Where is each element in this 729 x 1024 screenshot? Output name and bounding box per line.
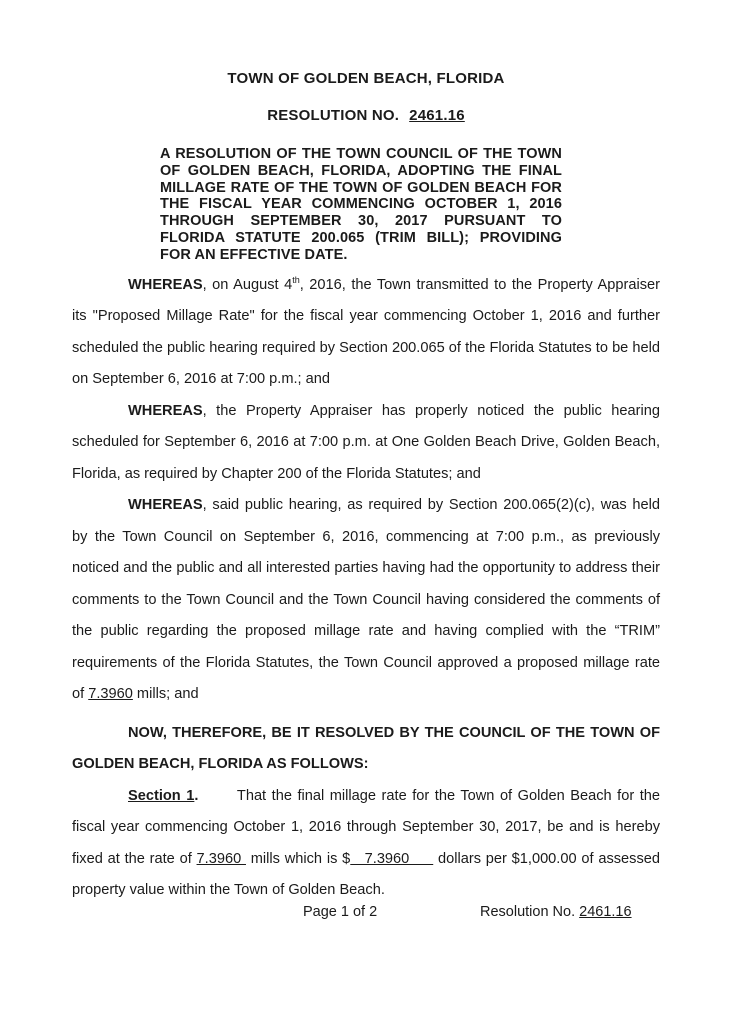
- footer-resolution-number: 2461.16: [579, 904, 632, 920]
- document-title: TOWN OF GOLDEN BEACH, FLORIDA: [227, 70, 505, 87]
- paragraph-whereas-2: WHEREAS, the Property Appraiser has properly noticed the public hearing scheduled for September 6, 2016 at 7:00 p.m. at One Golden Beach Drive, Golden Beach, Florida, as required by Chapter 200 of the Florida Statutes; and: [72, 402, 660, 482]
- page-number: Page 1 of 2: [303, 904, 378, 920]
- paragraph-resolved-clause: NOW, THEREFORE, BE IT RESOLVED BY THE COUNCIL OF THE TOWN OF GOLDEN BEACH, FLORIDA AS FOLLOWS:: [72, 724, 660, 773]
- paragraph-whereas-1: WHEREAS, on August 4th, 2016, the Town transmitted to the Property Appraiser its "Proposed Millage Rate" for the fiscal year commencing October 1, 2016 and further scheduled the public hearing required by Section 200.065 of the Florida Statutes to be held on September 6, 2016 at 7:00 p.m.; and: [72, 274, 660, 388]
- resolution-heading-number: 2461.16: [409, 107, 465, 124]
- document-body: [72, 270, 660, 907]
- footer-resolution-label: Resolution No.: [480, 904, 576, 920]
- footer-resolution: [480, 903, 632, 921]
- resolution-heading: [72, 107, 660, 125]
- resolution-summary: A RESOLUTION OF THE TOWN COUNCIL OF THE TOWN OF GOLDEN BEACH, FLORIDA, ADOPTING THE FINAL MILLAGE RATE OF THE TOWN OF GOLDEN BEACH FOR THE FISCAL YEAR COMMENCING OCTOBER 1, 2016 THROUGH SEPTEMBER 30, 2017 PURSUANT TO FLORIDA STATUTE 200.065 (TRIM BILL); PROVIDING FOR AN EFFECTIVE DATE.: [160, 146, 562, 263]
- paragraph-section-1: Section 1. That the final millage rate for the Town of Golden Beach for the fiscal year commencing October 1, 2016 through September 30, 2017, be and is hereby fixed at the rate of 7.3960 mills which is $ 7.3960 dollars per $1,000.00 of assessed property value within the Town of Golden Beach.: [72, 787, 661, 899]
- resolution-heading-label: RESOLUTION NO.: [267, 107, 400, 124]
- paragraph-whereas-3: WHEREAS, said public hearing, as required by Section 200.065(2)(c), was held by the Town Council on September 6, 2016, commencing at 7:00 p.m., as previously noticed and the public and all interested parties having had the opportunity to address their comments to the Town Council and the Town Council having considered the comments of the public regarding the proposed millage rate and having complied with the “TRIM” requirements of the Florida Statutes, the Town Council approved a proposed millage rate of 7.3960 mills; and: [72, 497, 660, 703]
